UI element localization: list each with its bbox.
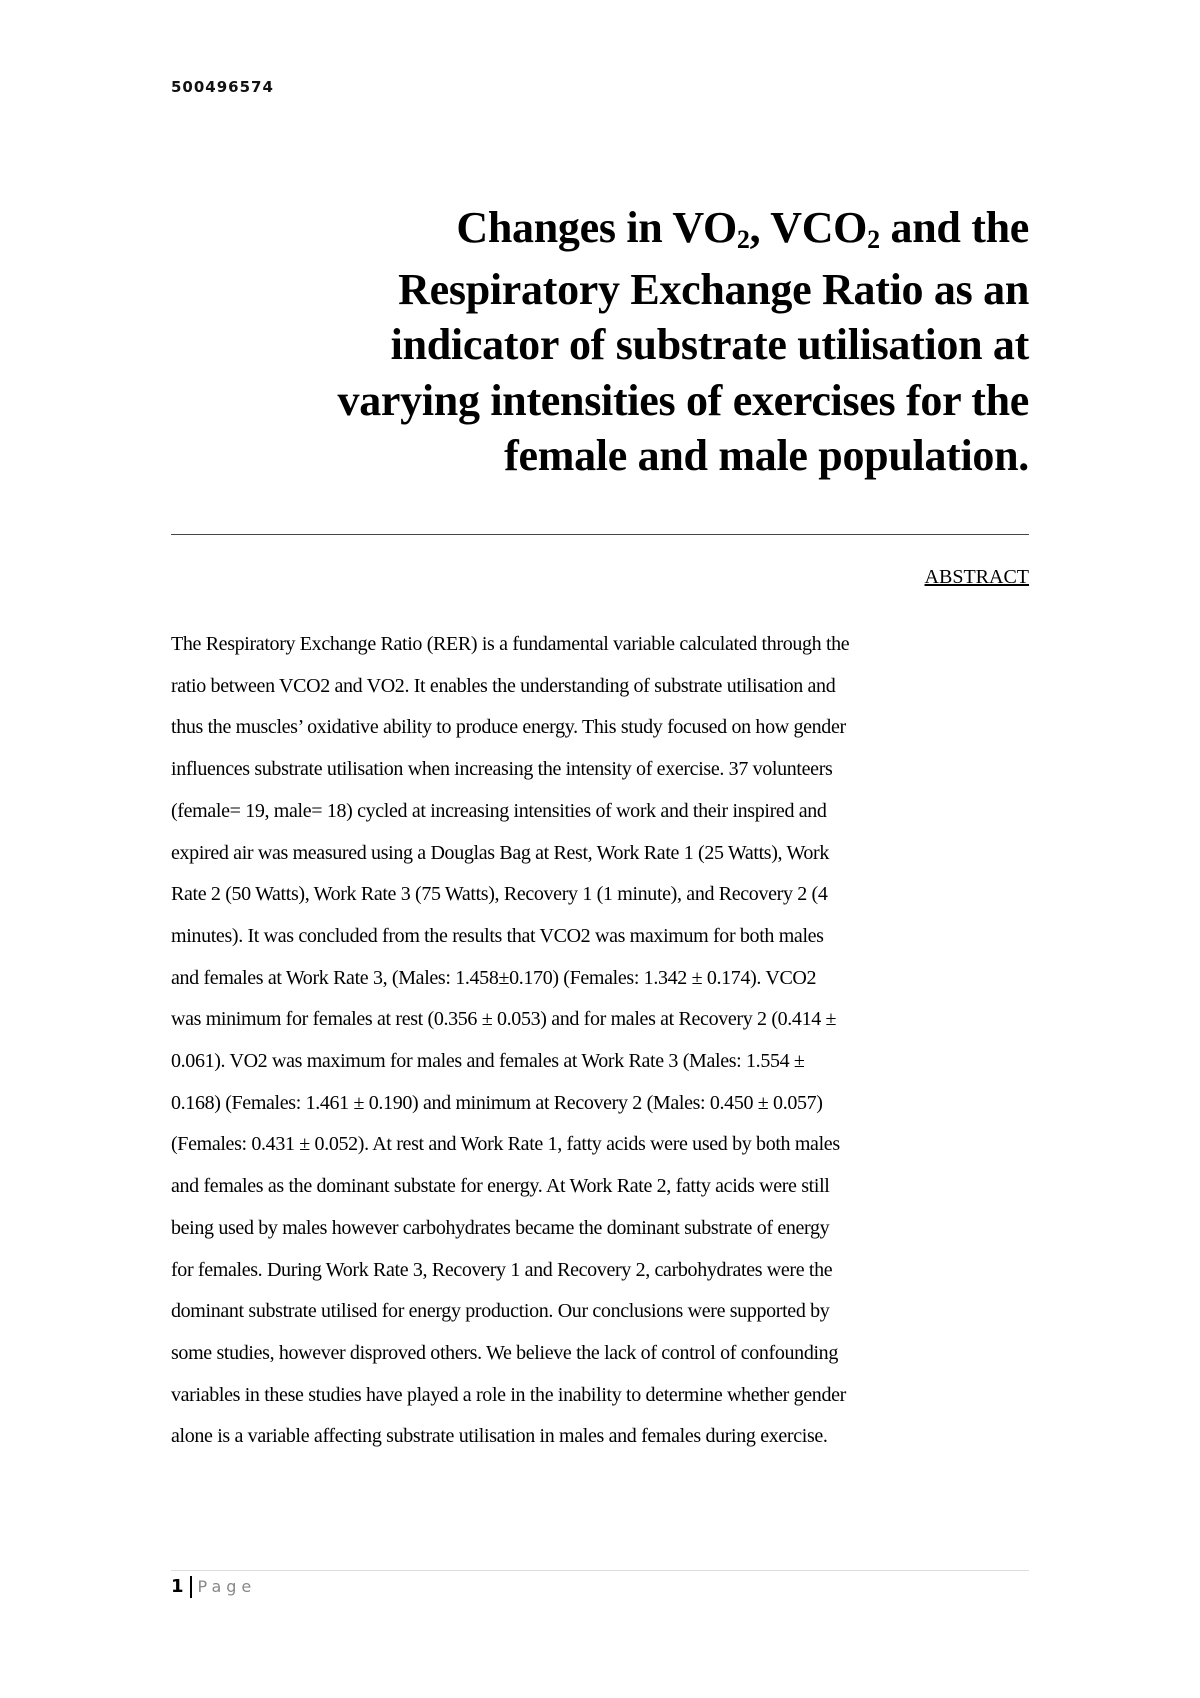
footer-separator (190, 1576, 192, 1598)
abstract-line: 0.168) (Females: 1.461 ± 0.190) and minimum at Recovery 2 (Males: 0.450 ± 0.057) (171, 1091, 823, 1114)
title-divider (171, 534, 1029, 535)
abstract-line: The Respiratory Exchange Ratio (RER) is a fundamental variable calculated through the (171, 633, 850, 655)
footer-divider (171, 1570, 1029, 1571)
header-student-id: 500496574 (171, 78, 274, 96)
abstract-line: and females at Work Rate 3, (Males: 1.458±0.170) (Females: 1.342 ± 0.174). VCO2 (171, 966, 817, 989)
abstract-line: Rate 2 (50 Watts), Work Rate 3 (75 Watts), Recovery 1 (1 minute), and Recovery 2 (4 (171, 883, 828, 906)
abstract-line: (female= 19, male= 18) cycled at increasing intensities of work and their inspired and (171, 799, 827, 822)
abstract-line: variables in these studies have played a role in the inability to determine whether gender (171, 1383, 846, 1406)
title-line-3: indicator of substrate utilisation at (390, 320, 1029, 369)
abstract-line: ratio between VCO2 and VO2. It enables the understanding of substrate utilisation and (171, 674, 836, 697)
page-title (169, 200, 1029, 484)
title-line-5: female and male population. (504, 431, 1029, 480)
abstract-line: dominant substrate utilised for energy production. Our conclusions were supported by (171, 1300, 830, 1323)
abstract-line: (Females: 0.431 ± 0.052). At rest and Work Rate 1, fatty acids were used by both males (171, 1133, 840, 1156)
abstract-line: being used by males however carbohydrates became the dominant substrate of energy (171, 1216, 830, 1239)
page-label: Page (197, 1577, 257, 1596)
abstract-line: some studies, however disproved others. We believe the lack of control of confounding (171, 1341, 838, 1364)
abstract-line: and females as the dominant substate for energy. At Work Rate 2, fatty acids were still (171, 1175, 830, 1198)
abstract-line: minutes). It was concluded from the results that VCO2 was maximum for both males (171, 924, 824, 947)
abstract-line: for females. During Work Rate 3, Recovery 1 and Recovery 2, carbohydrates were the (171, 1258, 833, 1281)
title-line-1: Changes in $VO_2$, $VCO_2$ and the (456, 203, 1029, 254)
abstract-line: expired air was measured using a Douglas Bag at Rest, Work Rate 1 (25 Watts), Work (171, 841, 829, 864)
abstract-body (171, 624, 1041, 1458)
abstract-line: 0.061). VO2 was maximum for males and females at Work Rate 3 (Males: 1.554 ± (171, 1050, 805, 1073)
page-number: 1 (171, 1576, 184, 1597)
abstract-line: alone is a variable affecting substrate utilisation in males and females during exercise. (171, 1425, 828, 1448)
abstract-heading: ABSTRACT (924, 566, 1029, 588)
abstract-line: was minimum for females at rest (0.356 ± 0.053) and for males at Recovery 2 (0.414 ± (171, 1008, 837, 1031)
title-line-4: varying intensities of exercises for the (337, 375, 1029, 425)
title-line-2: Respiratory Exchange Ratio as an (398, 264, 1029, 314)
page-footer (171, 1576, 256, 1598)
abstract-line: influences substrate utilisation when increasing the intensity of exercise. 37 volunteers (171, 758, 833, 781)
abstract-line: thus the muscles’ oxidative ability to produce energy. This study focused on how gender (171, 716, 846, 739)
